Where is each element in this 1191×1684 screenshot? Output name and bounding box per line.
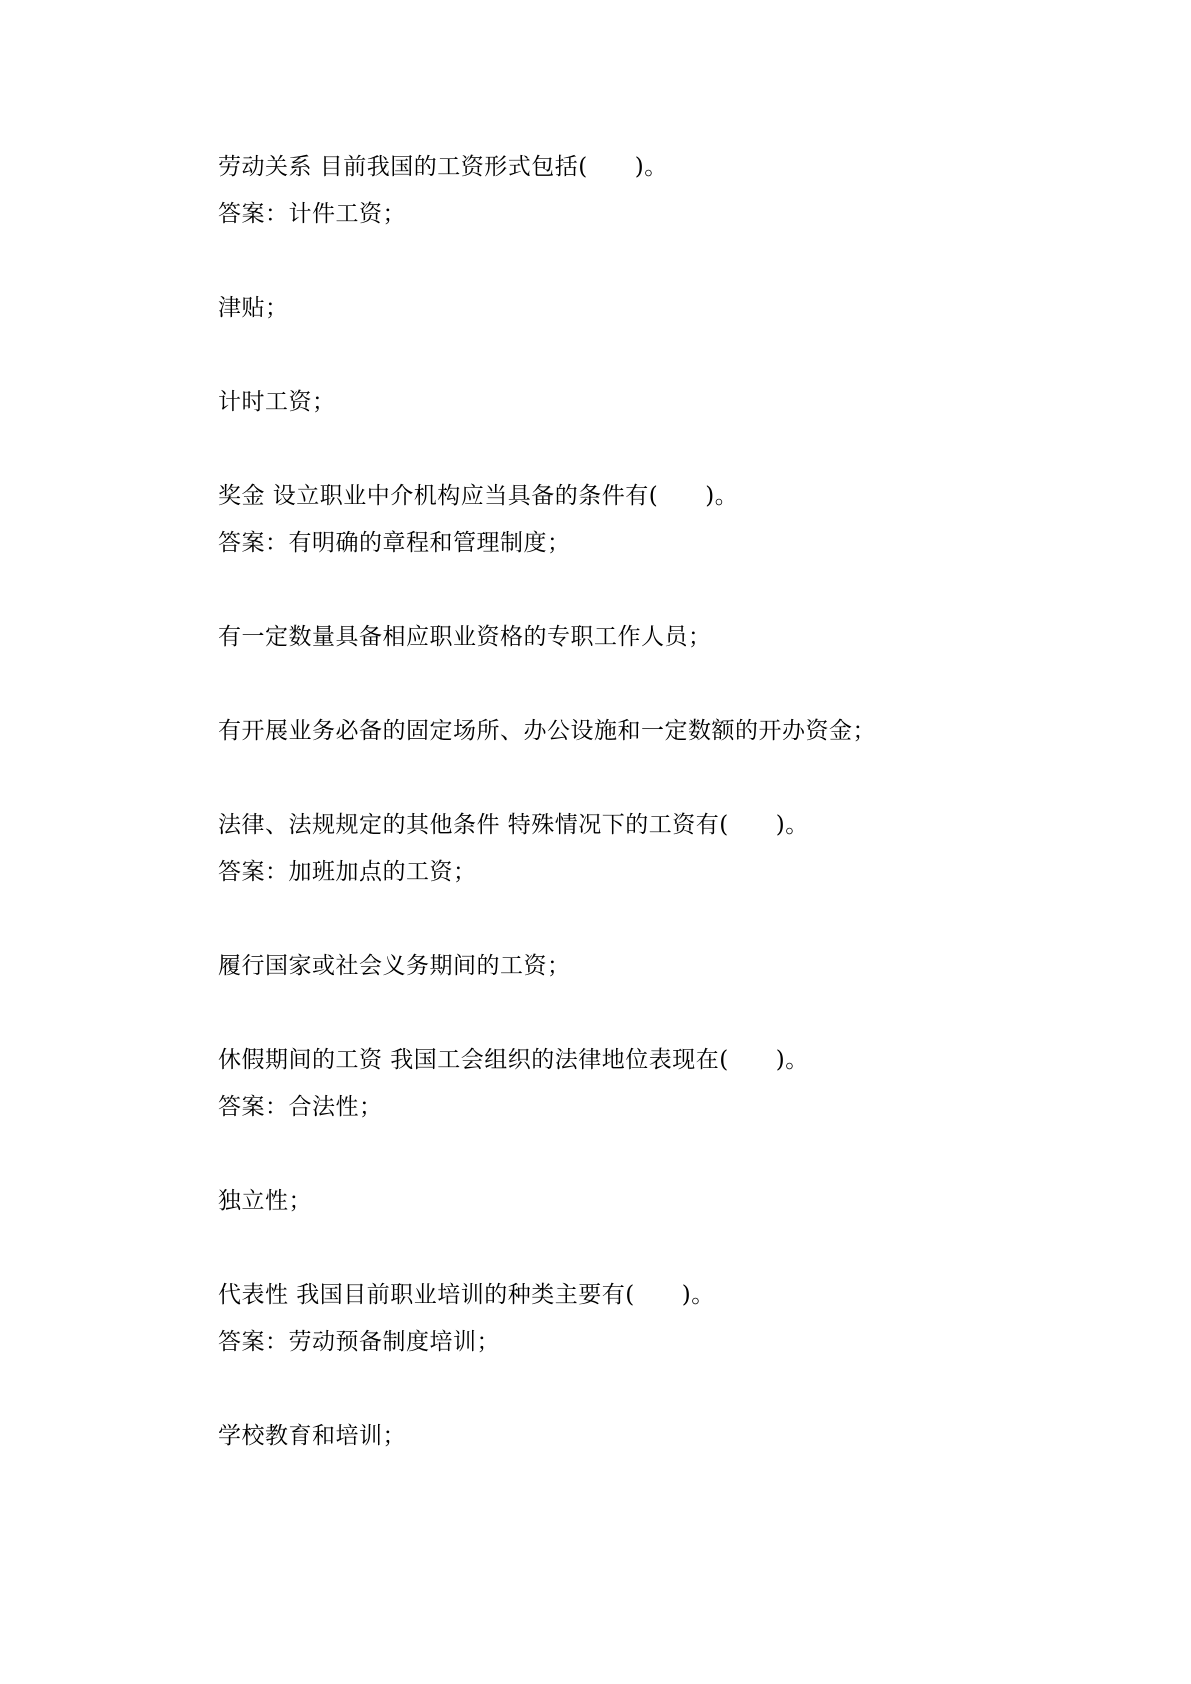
- answer-1-line: 答案：计件工资；: [218, 201, 406, 227]
- question-4-text: 休假期间的工资 我国工会组织的法律地位表现在( )。: [218, 1047, 809, 1073]
- answer-option-line: 有一定数量具备相应职业资格的专职工作人员；: [218, 624, 712, 650]
- question-5-text: 代表性 我国目前职业培训的种类主要有( )。: [218, 1282, 715, 1308]
- question-2-text: 奖金 设立职业中介机构应当具备的条件有( )。: [218, 483, 739, 509]
- answer-2-line: 答案：有明确的章程和管理制度；: [218, 530, 571, 556]
- answer-5-line: 答案：劳动预备制度培训；: [218, 1329, 500, 1355]
- answer-option-line: 学校教育和培训；: [218, 1423, 406, 1449]
- question-1-text: 劳动关系 目前我国的工资形式包括( )。: [218, 154, 668, 180]
- answer-option-line: 有开展业务必备的固定场所、办公设施和一定数额的开办资金；: [218, 718, 876, 744]
- question-3-text: 法律、法规规定的其他条件 特殊情况下的工资有( )。: [218, 812, 809, 838]
- answer-4-line: 答案：合法性；: [218, 1094, 383, 1120]
- answer-option-line: 计时工资；: [218, 389, 336, 415]
- answer-option-line: 津贴；: [218, 295, 289, 321]
- answer-option-line: 履行国家或社会义务期间的工资；: [218, 953, 571, 979]
- answer-3-line: 答案：加班加点的工资；: [218, 859, 477, 885]
- answer-option-line: 独立性；: [218, 1188, 312, 1214]
